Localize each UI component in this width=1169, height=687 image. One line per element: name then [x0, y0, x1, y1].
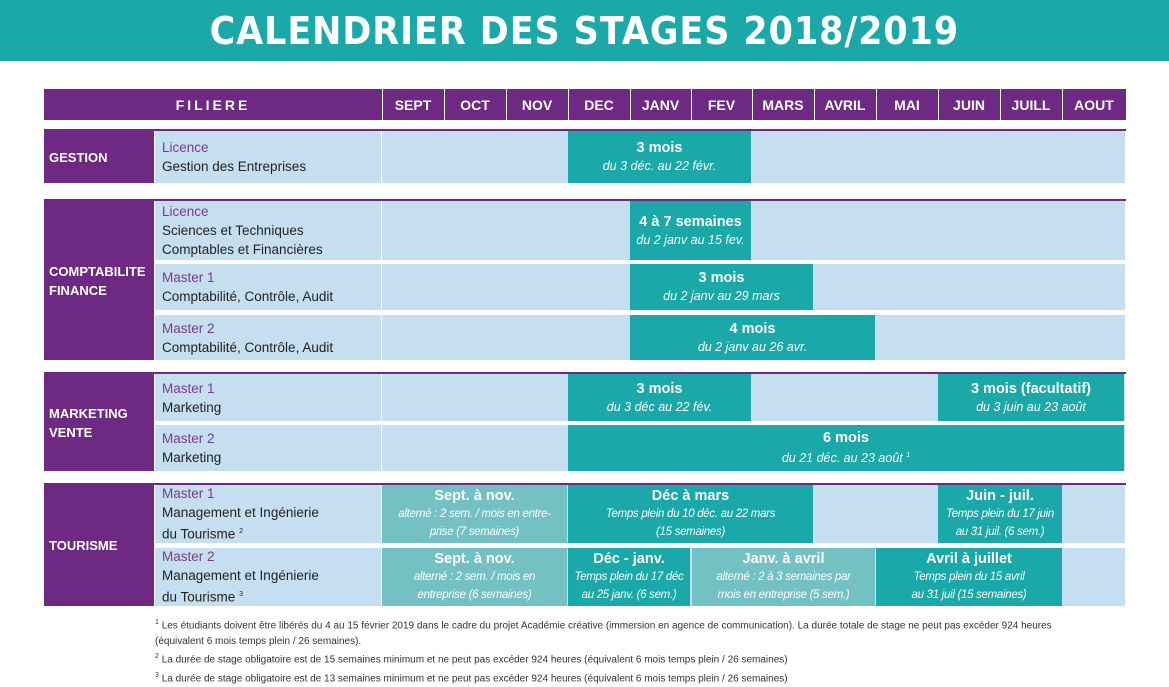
internship-bar — [382, 548, 567, 606]
group-label: GESTION — [49, 149, 108, 165]
timeline-row — [382, 131, 1125, 183]
header-filiere: FILIERE — [44, 89, 382, 120]
bar-detail: du 2 janv au 29 mars — [663, 289, 780, 303]
footnote — [155, 668, 1105, 687]
group-label: MARKETING — [49, 405, 128, 421]
bar-title: 4 mois — [729, 320, 776, 337]
program-level: Master 2 — [162, 549, 215, 565]
footnote-text: Les étudiants doivent être libérés du 4 au 15 février 2019 dans le cadre du projet Académie créative (immersion en agence de communication). La durée totale de stage ne peut pas excéder 924 heures — [161, 620, 1052, 632]
footnote-number: 2 — [155, 653, 159, 661]
internship-bar — [938, 374, 1124, 421]
internship-bar — [568, 131, 751, 183]
bar-detail: du 2 janv au 15 fev. — [636, 232, 745, 247]
bar-detail: (15 semaines) — [656, 526, 725, 538]
footnote — [155, 649, 1105, 668]
group-label: COMPTABILITE — [49, 263, 146, 279]
header-divider — [630, 89, 631, 120]
internship-bar — [630, 264, 813, 310]
program-gestion-licence — [155, 131, 381, 183]
program-name: du Tourisme — [162, 589, 236, 605]
program-name: Marketing — [162, 450, 222, 465]
bar-detail: mois en entreprise (5 sem.) — [717, 589, 850, 601]
footnote-ref: 2 — [239, 528, 243, 536]
group-tourisme — [44, 485, 154, 606]
header-month: JANV — [630, 89, 691, 120]
footnote — [155, 634, 1105, 650]
header-divider — [1000, 89, 1001, 120]
program-marketing-master2 — [155, 425, 381, 471]
header-month: JUIN — [938, 89, 1000, 120]
bar-detail: alterné : 2 à 3 semaines par — [716, 571, 851, 583]
group-marketing-vente — [44, 374, 154, 471]
internship-bar — [568, 374, 751, 421]
program-name: Gestion des Entreprises — [162, 159, 307, 174]
bar-title: Juin - juil. — [966, 488, 1034, 504]
header-month: DEC — [568, 89, 630, 120]
page-title: CALENDRIER DES STAGES 2018/2019 — [209, 8, 960, 53]
footnote-ref: 1 — [906, 451, 911, 459]
internship-bar — [938, 485, 1062, 543]
header-month: OCT — [444, 89, 506, 120]
header-month: NOV — [506, 89, 568, 120]
program-marketing-master1 — [155, 374, 381, 421]
program-name: Sciences et Techniques — [162, 223, 304, 238]
bar-title: 4 à 7 semaines — [639, 213, 742, 230]
program-name: Management et Ingénierie — [162, 568, 319, 584]
footnote-text: La durée de stage obligatoire est de 15 semaines minimum et ne peut pas excéder 924 heures (équivalent 6 mois temps plein / 26 semaines) — [161, 654, 788, 666]
bar-title: Déc à mars — [651, 488, 730, 504]
program-level: Master 2 — [162, 431, 215, 446]
bar-detail: au 31 juil (15 semaines) — [911, 589, 1027, 601]
bar-detail: prise (7 semaines) — [429, 526, 520, 538]
internship-bar — [568, 425, 1124, 471]
bar-detail: alterné : 2 sem. / mois en — [413, 571, 536, 583]
header-divider — [444, 89, 445, 120]
bar-detail: entreprise (6 semaines) — [417, 589, 532, 601]
header-divider — [938, 89, 939, 120]
internship-bar — [692, 548, 875, 606]
bar-detail: du 2 janv au 26 avr. — [697, 339, 808, 354]
bar-detail: Temps plein du 15 avril — [913, 571, 1025, 583]
bar-detail: du 3 juin au 23 août — [976, 399, 1086, 414]
bar-title: Sept. à nov. — [434, 551, 515, 567]
internship-bar — [568, 485, 813, 543]
timeline-row — [382, 201, 1125, 260]
program-level: Master 1 — [162, 380, 215, 396]
header-divider — [876, 89, 877, 120]
footnotes — [155, 615, 1105, 687]
program-name: Comptabilité, Contrôle, Audit — [162, 339, 334, 355]
bar-title: Avril à juillet — [926, 551, 1012, 567]
header-divider — [1062, 89, 1063, 120]
header-divider — [814, 89, 815, 120]
header-divider — [382, 89, 383, 120]
bar-detail: Temps plein du 10 déc. au 22 mars — [605, 508, 776, 520]
bar-title: Janv. à avril — [742, 551, 825, 567]
header-month: SEPT — [382, 89, 444, 120]
program-compta-master2 — [155, 315, 381, 360]
group-gestion — [44, 131, 154, 183]
footnote — [155, 615, 1105, 634]
group-label: FINANCE — [49, 282, 107, 298]
bar-title: 3 mois (facultatif) — [970, 380, 1092, 397]
footnote-text: La durée de stage obligatoire est de 13 semaines minimum et ne peut pas excéder 924 heures (équivalent 6 mois temps plein / 26 semaines) — [161, 673, 788, 685]
program-name: Comptabilité, Contrôle, Audit — [162, 289, 334, 304]
program-tourisme-master2 — [155, 548, 381, 606]
header-divider — [752, 89, 753, 120]
program-level: Master 1 — [162, 270, 215, 285]
group-label: VENTE — [49, 424, 93, 440]
bar-title: 6 mois — [823, 429, 869, 446]
internship-bar — [568, 548, 690, 606]
bar-title: Sept. à nov. — [434, 488, 515, 504]
program-compta-licence — [155, 201, 381, 260]
header-divider — [568, 89, 569, 120]
program-name: du Tourisme — [162, 526, 236, 542]
bar-title: 3 mois — [636, 380, 683, 397]
group-comptabilite-finance — [44, 201, 154, 360]
footnote-text: (équivalent 6 mois temps plein / 26 semaines). — [155, 635, 362, 647]
program-name: Marketing — [162, 399, 222, 415]
bar-detail: du 21 déc. au 23 août — [781, 451, 903, 466]
header-divider — [506, 89, 507, 120]
header-month: AVRIL — [814, 89, 876, 120]
program-name: Management et Ingénierie — [162, 505, 319, 521]
bar-detail: alterné : 2 sem. / mois en entre- — [398, 508, 551, 520]
program-level: Master 2 — [162, 320, 215, 336]
bar-detail: Temps plein du 17 déc — [574, 571, 684, 583]
header-divider — [691, 89, 692, 120]
bar-title: 3 mois — [698, 270, 745, 286]
header-month: AOUT — [1062, 89, 1126, 120]
program-tourisme-master1 — [155, 485, 381, 543]
bar-detail: du 3 déc au 22 fév. — [606, 399, 713, 414]
footnote-number: 1 — [155, 619, 159, 626]
footnote-number: 3 — [155, 672, 159, 680]
header-month: MAI — [876, 89, 938, 120]
program-level: Licence — [162, 140, 209, 155]
footnote-ref: 3 — [239, 591, 243, 599]
program-level: Master 1 — [162, 486, 215, 502]
program-name: Comptables et Financières — [162, 242, 323, 257]
group-label: TOURISME — [49, 538, 118, 553]
bar-title: Déc - janv. — [593, 551, 665, 567]
header-month: FEV — [691, 89, 752, 120]
internship-bar — [630, 201, 751, 260]
bar-detail: au 25 janv. (6 sem.) — [581, 589, 677, 601]
internship-bar — [876, 548, 1062, 606]
program-compta-master1 — [155, 264, 381, 310]
header-month: JUILL — [1000, 89, 1062, 120]
bar-detail: Temps plein du 17 juin — [945, 508, 1055, 520]
program-level: Licence — [162, 204, 209, 219]
bar-detail: du 3 déc. au 22 févr. — [602, 159, 717, 173]
header-month: MARS — [752, 89, 814, 120]
bar-detail: au 31 juil. (6 sem.) — [955, 526, 1045, 538]
internship-bar — [382, 485, 567, 543]
bar-title: 3 mois — [636, 140, 683, 156]
title-banner — [0, 0, 1169, 61]
internship-bar — [630, 315, 875, 360]
